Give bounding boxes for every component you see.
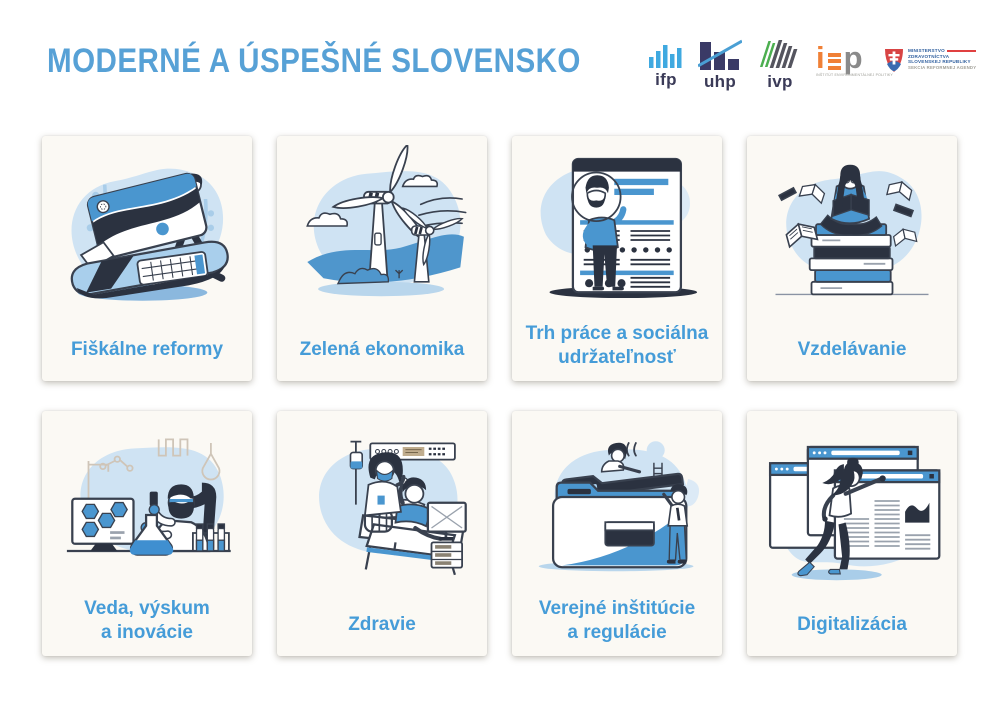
uhp-bars-trendline-icon xyxy=(698,38,742,70)
iep-subtext: INŠTITÚT ENVIRONMENTÁLNEJ POLITIKY xyxy=(816,72,893,77)
card-label-line: Fiškálne reformy xyxy=(70,338,224,360)
iep-equals-bars-icon xyxy=(828,53,841,70)
ministry-text-block xyxy=(908,48,976,71)
hospital-bed-illustration xyxy=(285,420,479,600)
file-folders-illustration xyxy=(520,416,714,596)
browser-windows-illustration xyxy=(755,420,949,600)
card-trh-prace xyxy=(512,136,722,381)
wind-turbines-illustration xyxy=(285,145,479,325)
ivp-label: ivp xyxy=(767,72,793,91)
ministry-line-2: ZDRAVOTNÍCTVA xyxy=(908,53,950,59)
logo-ifp xyxy=(648,42,684,88)
card-digitalizacia xyxy=(747,411,957,656)
card-zelena-ekonomika xyxy=(277,136,487,381)
ministry-line-4: SEKCIA REFORMNEJ AGENDY xyxy=(908,65,977,71)
card-label xyxy=(277,604,487,656)
logo-uhp xyxy=(698,38,742,90)
cv-document-illustration xyxy=(520,141,714,321)
page-title: MODERNÉ A ÚSPEŠNÉ SLOVENSKO xyxy=(47,42,581,80)
card-zdravie xyxy=(277,411,487,656)
card-label-line: udržateľnosť xyxy=(558,347,676,369)
card-label xyxy=(512,597,722,656)
card-label-line: Zdravie xyxy=(348,613,416,635)
card-label-line: Trh práce a sociálna xyxy=(525,322,709,344)
logo-ministry xyxy=(884,48,976,73)
logo-row xyxy=(646,34,976,94)
laboratory-illustration xyxy=(50,416,244,596)
card-fiskalne-reformy xyxy=(42,136,252,381)
card-label-line: a regulácie xyxy=(567,622,667,644)
card-label xyxy=(42,329,252,381)
card-illustration-area xyxy=(285,141,479,329)
card-label-line: Verejné inštitúcie xyxy=(538,597,696,619)
card-illustration-area xyxy=(755,141,949,329)
ministry-line-3: SLOVENSKEJ REPUBLIKY xyxy=(908,59,971,65)
card-label xyxy=(747,604,957,656)
card-label xyxy=(277,329,487,381)
card-label-line: Zelená ekonomika xyxy=(299,338,465,360)
ifp-bar-chart-icon xyxy=(648,42,684,68)
card-label-line: a inovácie xyxy=(101,622,193,644)
ivp-slash-marks-icon xyxy=(756,36,804,70)
card-label xyxy=(42,597,252,656)
uhp-label: uhp xyxy=(703,72,737,91)
reading-on-books-illustration xyxy=(755,145,949,325)
iep-wordmark-icon xyxy=(816,40,863,75)
payment-terminal-illustration xyxy=(50,145,244,325)
iep-letter-p: p xyxy=(843,40,863,75)
card-label-line: Vzdelávanie xyxy=(797,338,907,360)
card-vzdelavanie xyxy=(747,136,957,381)
card-veda-vyskum xyxy=(42,411,252,656)
card-illustration-area xyxy=(520,141,714,322)
card-illustration-area xyxy=(755,416,949,604)
card-label xyxy=(512,322,722,381)
iep-letter-i: i xyxy=(816,40,825,75)
card-label-line: Veda, výskum xyxy=(84,597,210,619)
card-illustration-area xyxy=(520,416,714,597)
logo-iep xyxy=(816,40,893,77)
logo-ivp xyxy=(756,36,804,90)
card-illustration-area xyxy=(50,141,244,329)
ifp-label: ifp xyxy=(655,70,677,89)
ministry-red-rule xyxy=(947,50,976,52)
slovak-coat-of-arms-icon xyxy=(884,48,904,73)
card-verejne-institucie xyxy=(512,411,722,656)
card-illustration-area xyxy=(50,416,244,597)
card-illustration-area xyxy=(285,416,479,604)
card-grid xyxy=(42,136,957,656)
card-label xyxy=(747,329,957,381)
ministry-line-1: MINISTERSTVO xyxy=(908,48,945,53)
card-label-line: Digitalizácia xyxy=(797,613,907,635)
